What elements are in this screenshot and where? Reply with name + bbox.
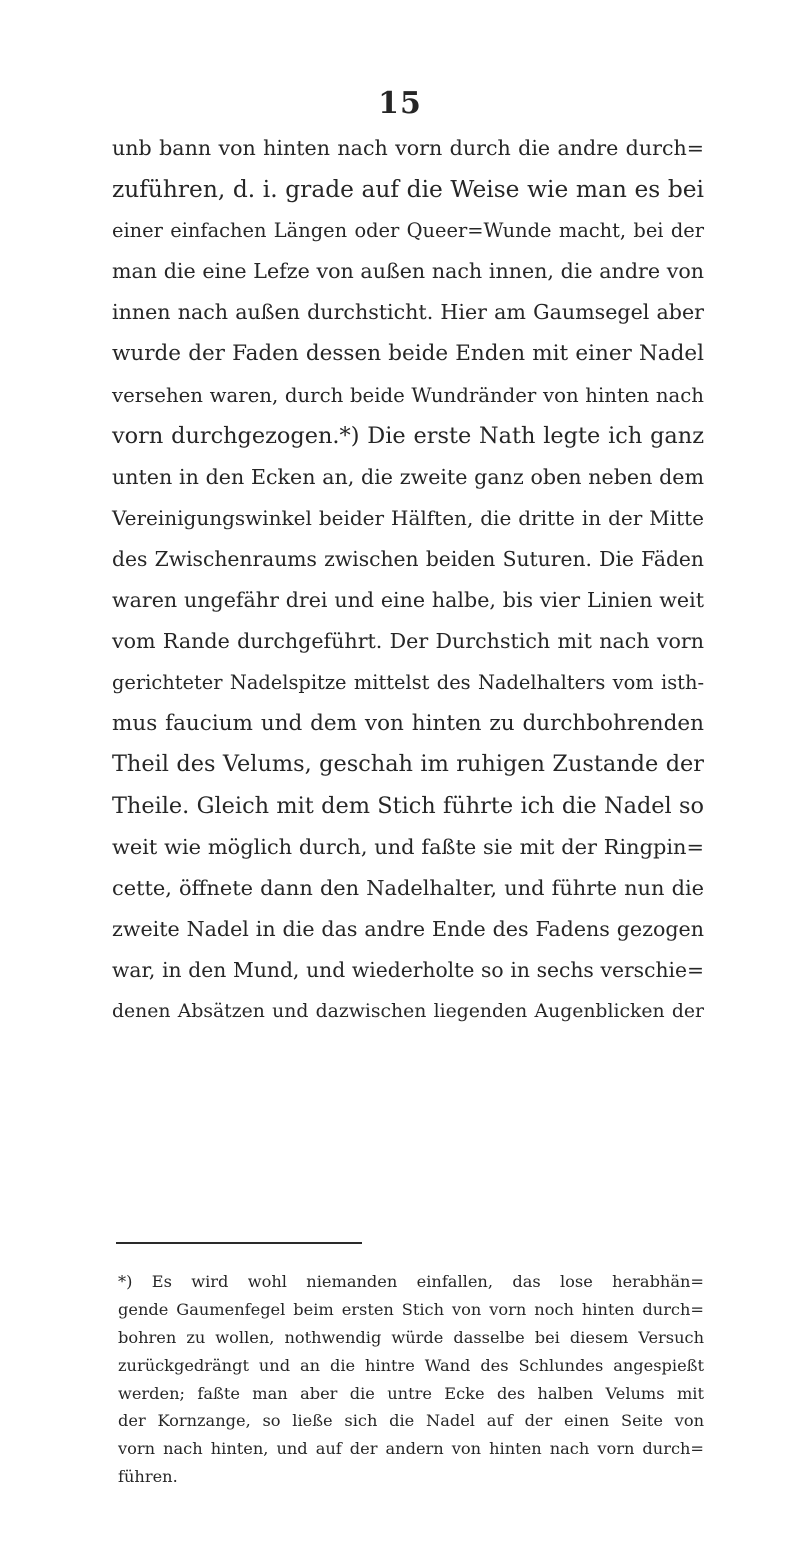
text-line: Vereinigungswinkel beider Hälften, die dritte in der Mitte <box>112 505 704 530</box>
text-line: zuführen, d. i. grade auf die Weise wie man es bei <box>112 176 704 204</box>
page-number: 15 <box>378 86 422 121</box>
text-line: Theil des Velums, geschah im ruhigen Zustande der <box>112 751 704 778</box>
text-line: gerichteter Nadelspitze mittelst des Nadelhalters vom isth- <box>112 671 704 695</box>
footnote-line: zurückgedrängt und an die hintre Wand des Schlundes angespießt <box>118 1355 704 1375</box>
text-line: unb bann von hinten nach vorn durch die andre durch= <box>112 136 704 160</box>
text-line: unten in den Ecken an, die zweite ganz oben neben dem <box>112 464 704 489</box>
text-line: innen nach außen durchsticht. Hier am Gaumsegel aber <box>112 300 704 325</box>
text-line: des Zwischenraums zwischen beiden Suturen. Die Fäden <box>112 546 704 571</box>
text-line: versehen waren, durch beide Wundränder von hinten nach <box>112 383 704 407</box>
footnote-line: *) Es wird wohl niemanden einfallen, das lose herabhän= <box>118 1272 704 1291</box>
footnote-line: vorn nach hinten, und auf der andern von hinten nach vorn durch= <box>118 1439 704 1459</box>
text-line: Theile. Gleich mit dem Stich führte ich die Nadel so <box>112 792 704 819</box>
main-text <box>112 128 704 1032</box>
text-line: zweite Nadel in die das andre Ende des Fadens gezogen <box>112 916 704 941</box>
text-line: denen Absätzen und dazwischen liegenden Augenblicken der <box>112 1000 704 1022</box>
text-line: einer einfachen Längen oder Queer=Wunde macht, bei der <box>112 219 704 243</box>
footnote <box>118 1268 704 1491</box>
footnote-line: bohren zu wollen, nothwendig würde dasselbe bei diesem Versuch <box>118 1327 704 1347</box>
footnote-line: gende Gaumenfegel beim ersten Stich von vorn noch hinten durch= <box>118 1299 704 1319</box>
text-line: war, in den Mund, und wiederholte so in sechs verschie= <box>112 957 704 982</box>
text-line: cette, öffnete dann den Nadelhalter, und führte nun die <box>112 875 704 900</box>
text-line: man die eine Lefze von außen nach innen, die andre von <box>112 259 704 284</box>
text-line: waren ungefähr drei und eine halbe, bis vier Linien weit <box>112 588 704 613</box>
text-line: wurde der Faden dessen beide Enden mit einer Nadel <box>112 341 704 367</box>
footnote-divider <box>116 1242 362 1244</box>
footnote-line: werden; faßte man aber die untre Ecke des halben Velums mit <box>118 1383 704 1403</box>
text-line: vom Rande durchgeführt. Der Durchstich mit nach vorn <box>112 629 704 654</box>
text-line: vorn durchgezogen.*) Die erste Nath legte ich ganz <box>112 422 704 449</box>
text-line: mus faucium und dem von hinten zu durchbohrenden <box>112 711 704 737</box>
footnote-line: führen. <box>118 1467 178 1487</box>
text-line: weit wie möglich durch, und faßte sie mit der Ringpin= <box>112 834 704 859</box>
footnote-line: der Kornzange, so ließe sich die Nadel auf der einen Seite von <box>118 1411 704 1431</box>
